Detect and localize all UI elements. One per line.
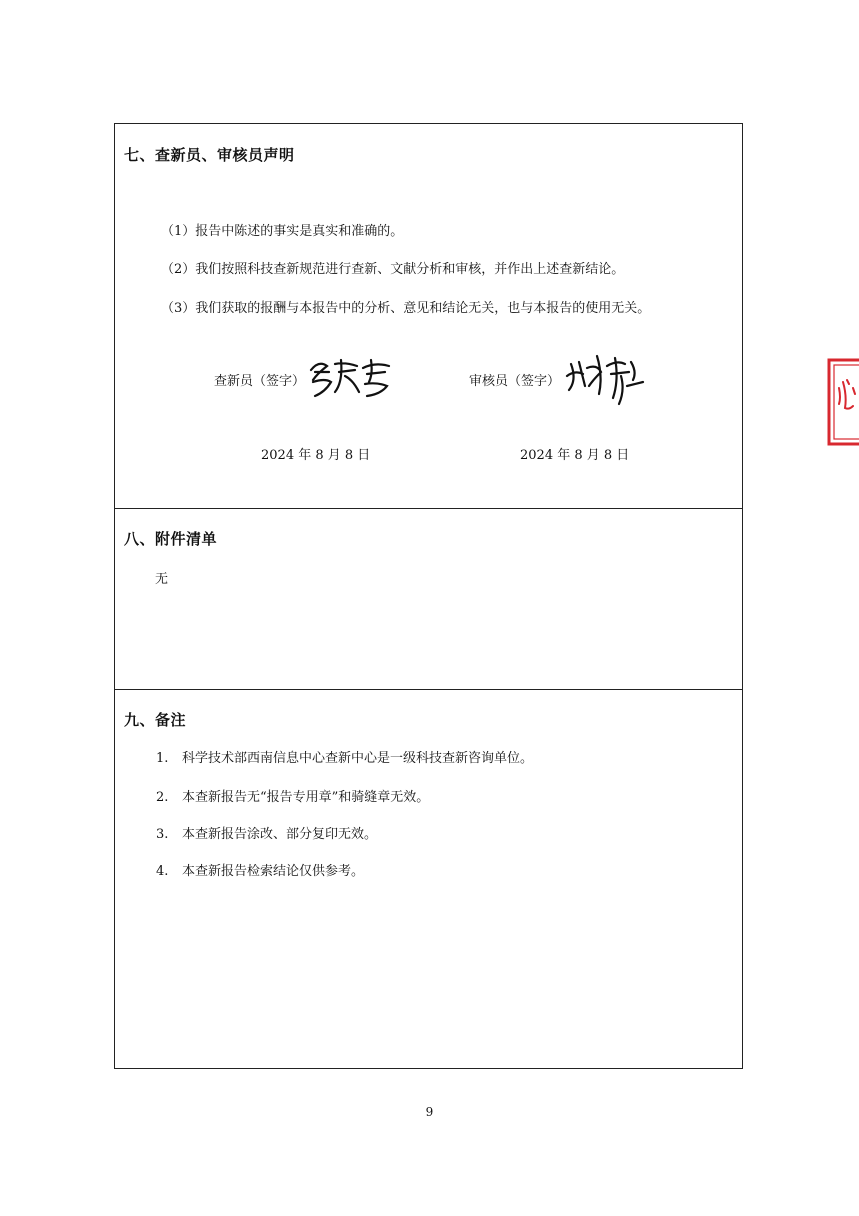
reviewer-signature: [563, 346, 647, 408]
attachments-section: [115, 509, 742, 690]
remark-item: [156, 860, 364, 879]
statement-2: （2）我们按照科技查新规范进行查新、文献分析和审核，并作出上述查新结论。: [161, 262, 625, 277]
remark-item: [156, 747, 533, 766]
searcher-sign-label: 查新员（签字）: [214, 374, 306, 389]
remark-number: 1.: [156, 751, 169, 766]
remark-item: [156, 823, 377, 842]
statement-3: （3）我们获取的报酬与本报告中的分析、意见和结论无关，也与本报告的使用无关。: [161, 301, 651, 316]
attachments-content: 无: [155, 572, 169, 587]
remark-number: 2.: [156, 790, 169, 805]
report-frame: [114, 123, 743, 1069]
partial-seal-stamp: [827, 358, 859, 446]
page-number: 9: [425, 1105, 434, 1119]
remark-text: 本查新报告无“报告专用章”和骑缝章无效。: [182, 790, 430, 805]
attachments-heading: 八、附件清单: [124, 530, 218, 548]
remark-item: [156, 786, 429, 805]
reviewer-sign-label: 审核员（签字）: [469, 374, 561, 389]
reviewer-date: 2024 年 8 月 8 日: [520, 448, 630, 463]
searcher-date: 2024 年 8 月 8 日: [261, 448, 371, 463]
declaration-heading: 七、查新员、审核员声明: [124, 146, 295, 164]
statement-1: （1）报告中陈述的事实是真实和准确的。: [161, 224, 404, 239]
remarks-heading: 九、备注: [124, 711, 187, 729]
remark-number: 4.: [156, 864, 169, 879]
remark-number: 3.: [156, 827, 169, 842]
remark-text: 科学技术部西南信息中心查新中心是一级科技查新咨询单位。: [182, 751, 534, 766]
remarks-section: [115, 690, 742, 1068]
searcher-signature: [305, 352, 395, 400]
remark-text: 本查新报告检索结论仅供参考。: [182, 864, 365, 879]
remark-text: 本查新报告涂改、部分复印无效。: [182, 827, 378, 842]
declaration-section: [115, 124, 742, 509]
